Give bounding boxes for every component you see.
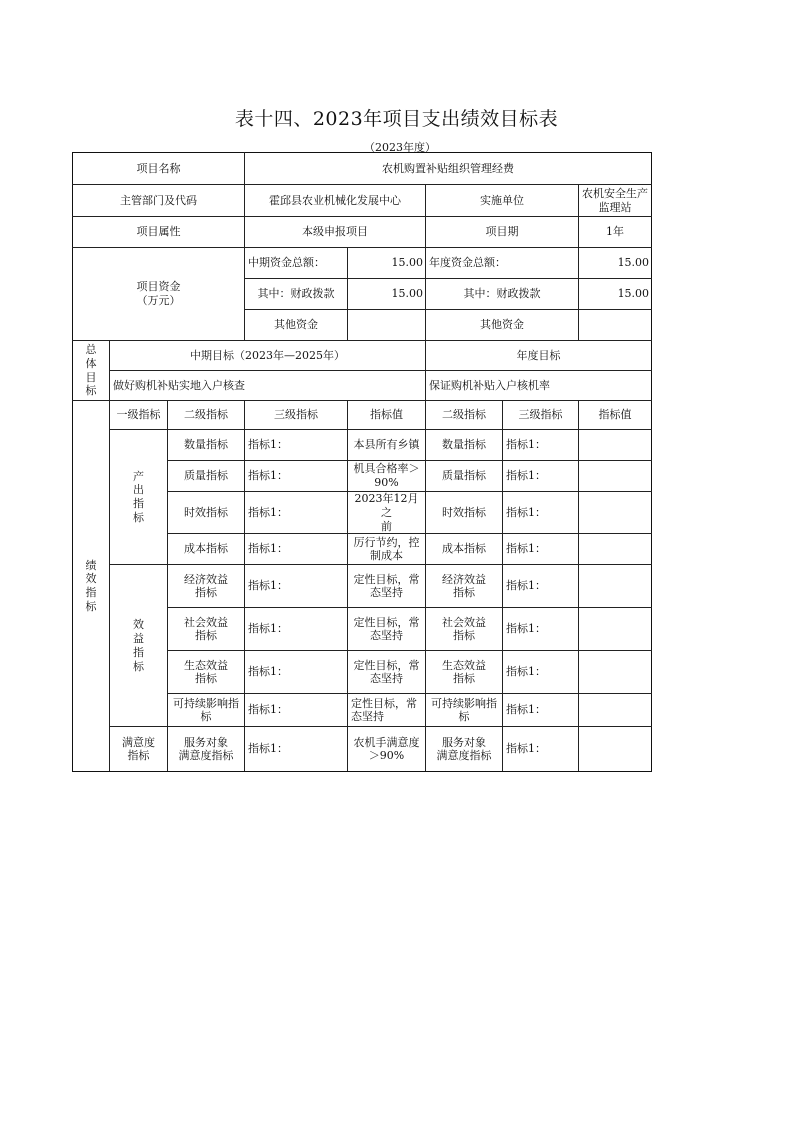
mid-other-value: [348, 310, 426, 341]
indicator-l2-annual: 生态效益 指标: [426, 651, 503, 694]
indicator-value: 定性目标，常 态坚持: [348, 565, 426, 608]
header-value: 指标值: [348, 401, 426, 430]
indicator-l2: 社会效益 指标: [168, 608, 245, 651]
indicator-l3: 指标1：: [245, 608, 348, 651]
indicator-l3: 指标1：: [245, 534, 348, 565]
page-title: 表十四、2023年项目支出绩效目标表: [234, 108, 559, 130]
annual-total-label: 年度资金总额：: [426, 248, 579, 279]
funds-label-line2: （万元）: [136, 294, 181, 307]
performance-label: 绩 效 指 标: [73, 401, 110, 772]
header-level2: 二级指标: [168, 401, 245, 430]
attr-value: 本级申报项目: [245, 217, 426, 248]
indicator-l2: 质量指标: [168, 461, 245, 492]
indicator-value: 厉行节约，控 制成本: [348, 534, 426, 565]
project-name-label: 项目名称: [73, 153, 245, 185]
indicator-l2-annual: 成本指标: [426, 534, 503, 565]
indicator-l2: 经济效益 指标: [168, 565, 245, 608]
indicator-value: 农机手满意度 ＞90%: [348, 727, 426, 772]
indicator-l3: 指标1：: [245, 651, 348, 694]
indicator-l2: 成本指标: [168, 534, 245, 565]
indicator-l3-annual: 指标1：: [503, 608, 579, 651]
annual-goal-header: 年度目标: [426, 341, 652, 371]
indicator-l2-annual: 社会效益 指标: [426, 608, 503, 651]
indicator-l2: 数量指标: [168, 430, 245, 461]
mid-total-label: 中期资金总额：: [245, 248, 348, 279]
period-value: 1年: [579, 217, 652, 248]
indicator-l3: 指标1：: [245, 727, 348, 772]
indicator-value-annual: [579, 651, 652, 694]
mid-other-label: 其他资金: [245, 310, 348, 341]
indicator-l3-annual: 指标1：: [503, 651, 579, 694]
output-indicator-label: 产 出 指 标: [110, 430, 168, 565]
indicator-value: 机具合格率＞ 90%: [348, 461, 426, 492]
indicator-l3-annual: 指标1：: [503, 461, 579, 492]
indicator-l2-annual: 经济效益 指标: [426, 565, 503, 608]
indicator-l2-annual: 质量指标: [426, 461, 503, 492]
attr-label: 项目属性: [73, 217, 245, 248]
annual-other-label: 其他资金: [426, 310, 579, 341]
annual-fiscal-label: 其中：财政拨款: [426, 279, 579, 310]
performance-target-table: [72, 152, 652, 772]
indicator-value: 定性目标，常 态坚持: [348, 694, 426, 727]
indicator-l3: 指标1：: [245, 430, 348, 461]
indicator-l2-annual: 数量指标: [426, 430, 503, 461]
annual-fiscal-value: 15.00: [579, 279, 652, 310]
mid-goal-text: 做好购机补贴实地入户核查: [110, 371, 426, 401]
indicator-value: 本县所有乡镇: [348, 430, 426, 461]
indicator-value: 定性目标，常 态坚持: [348, 608, 426, 651]
indicator-l3-annual: 指标1：: [503, 727, 579, 772]
indicator-value: 2023年12月之 前: [348, 492, 426, 534]
annual-other-value: [579, 310, 652, 341]
indicator-l2-annual: 可持续影响指 标: [426, 694, 503, 727]
indicator-value-annual: [579, 430, 652, 461]
header-level2-annual: 二级指标: [426, 401, 503, 430]
header-level3-annual: 三级指标: [503, 401, 579, 430]
project-name-value: 农机购置补贴组织管理经费: [245, 153, 652, 185]
benefit-indicator-label: 效 益 指 标: [110, 565, 168, 727]
unit-value: 农机安全生产监理站: [579, 185, 652, 217]
indicator-l3-annual: 指标1：: [503, 694, 579, 727]
year-label: （2023年度）: [364, 141, 436, 154]
indicator-l3: 指标1：: [245, 492, 348, 534]
indicator-value-annual: [579, 727, 652, 772]
indicator-l3-annual: 指标1：: [503, 534, 579, 565]
indicator-l3-annual: 指标1：: [503, 565, 579, 608]
indicator-l3: 指标1：: [245, 565, 348, 608]
annual-goal-text: 保证购机补贴入户核机率: [426, 371, 652, 401]
indicator-value-annual: [579, 534, 652, 565]
indicator-l3: 指标1：: [245, 461, 348, 492]
indicator-l2: 可持续影响指 标: [168, 694, 245, 727]
indicator-value-annual: [579, 461, 652, 492]
funds-label: [73, 248, 245, 341]
indicator-l2: 生态效益 指标: [168, 651, 245, 694]
satisfaction-indicator-label: 满意度 指标: [110, 727, 168, 772]
indicator-value-annual: [579, 565, 652, 608]
header-value-annual: 指标值: [579, 401, 652, 430]
unit-label: 实施单位: [426, 185, 579, 217]
indicator-value-annual: [579, 608, 652, 651]
mid-fiscal-label: 其中：财政拨款: [245, 279, 348, 310]
funds-label-line1: 项目资金: [136, 280, 181, 294]
indicator-value-annual: [579, 492, 652, 534]
dept-label: 主管部门及代码: [73, 185, 245, 217]
annual-total-value: 15.00: [579, 248, 652, 279]
indicator-l3-annual: 指标1：: [503, 492, 579, 534]
dept-value: 霍邱县农业机械化发展中心: [245, 185, 426, 217]
indicator-l2-annual: 服务对象 满意度指标: [426, 727, 503, 772]
header-level1: 一级指标: [110, 401, 168, 430]
period-label: 项目期: [426, 217, 579, 248]
mid-goal-header: 中期目标（2023年—2025年）: [110, 341, 426, 371]
indicator-value-annual: [579, 694, 652, 727]
mid-fiscal-value: 15.00: [348, 279, 426, 310]
header-level3: 三级指标: [245, 401, 348, 430]
indicator-l3: 指标1：: [245, 694, 348, 727]
indicator-l3-annual: 指标1：: [503, 430, 579, 461]
overall-goal-label: 总 体 目 标: [73, 341, 110, 401]
indicator-l2: 服务对象 满意度指标: [168, 727, 245, 772]
indicator-value: 定性目标，常 态坚持: [348, 651, 426, 694]
mid-total-value: 15.00: [348, 248, 426, 279]
indicator-l2-annual: 时效指标: [426, 492, 503, 534]
indicator-l2: 时效指标: [168, 492, 245, 534]
